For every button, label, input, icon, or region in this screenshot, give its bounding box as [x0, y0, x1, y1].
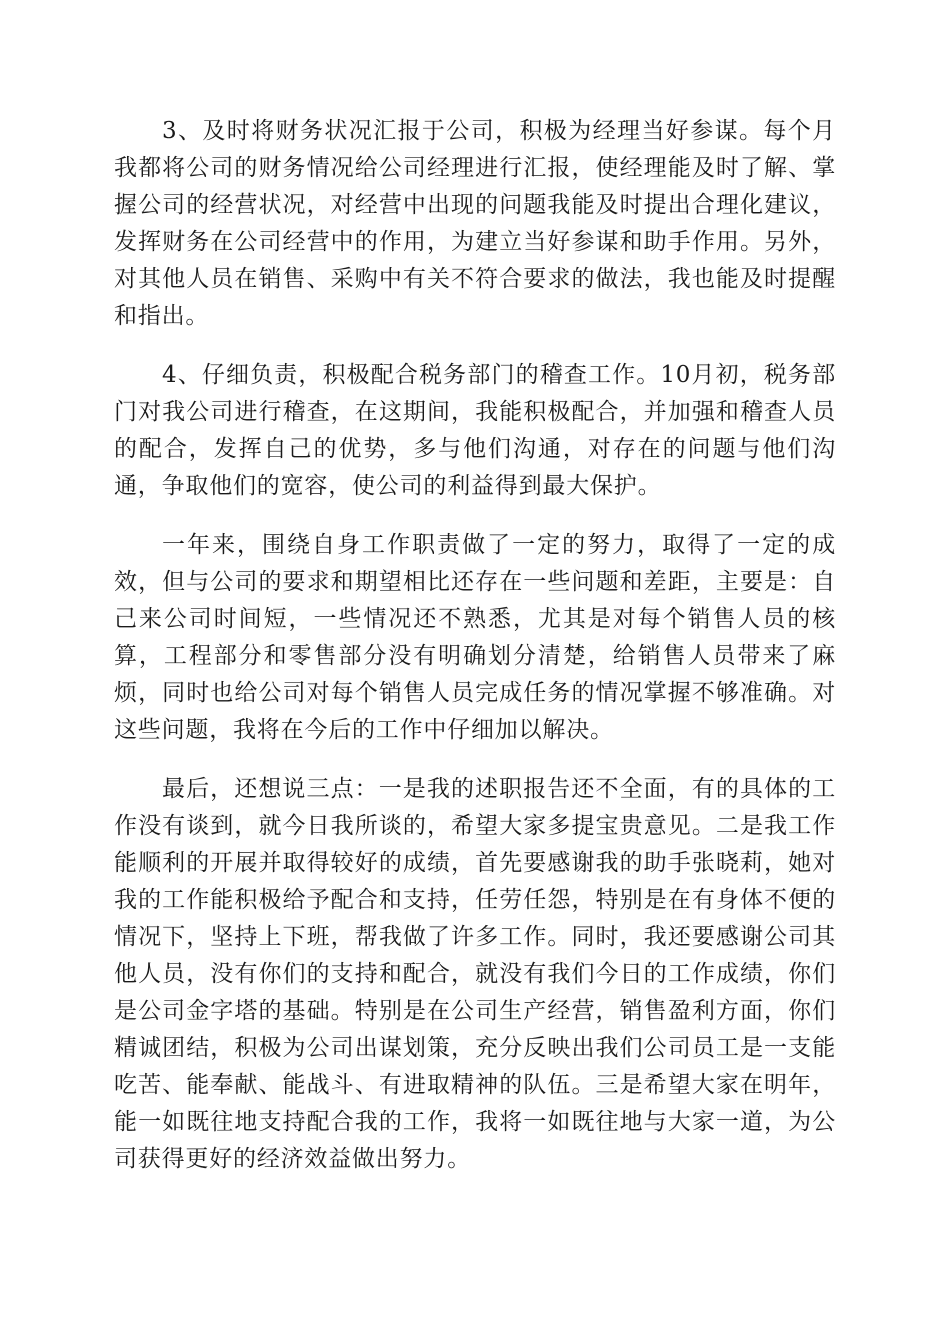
- document-body: [114, 113, 836, 1200]
- paragraph-item-4: 4、仔细负责，积极配合税务部门的稽查工作。10月初，税务部门对我公司进行稽查，在这期间，我能积极配合，并加强和稽查人员的配合，发挥自己的优势，多与他们沟通，对存在的问题与他们沟通，争取他们的宽容，使公司的利益得到最大保护。: [114, 362, 836, 499]
- paragraph-summary: 一年来，围绕自身工作职责做了一定的努力，取得了一定的成效，但与公司的要求和期望相比还存在一些问题和差距，主要是：自己来公司时间短，一些情况还不熟悉，尤其是对每个销售人员的核算，工程部分和零售部分没有明确划分清楚，给销售人员带来了麻烦，同时也给公司对每个销售人员完成任务的情况掌握不够准确。对这些问题，我将在今后的工作中仔细加以解决。: [114, 532, 836, 743]
- paragraph-closing: 最后，还想说三点：一是我的述职报告还不全面，有的具体的工作没有谈到，就今日我所谈的，希望大家多提宝贵意见。二是我工作能顺利的开展并取得较好的成绩，首先要感谢我的助手张晓莉，她对我的工作能积极给予配合和支持，任劳任怨，特别是在有身体不便的情况下，坚持上下班，帮我做了许多工作。同时，我还要感谢公司其他人员，没有你们的支持和配合，就没有我们今日的工作成绩，你们是公司金字塔的基础。特别是在公司生产经营，销售盈利方面，你们精诚团结，积极为公司出谋划策，充分反映出我们公司员工是一支能吃苦、能奉献、能战斗、有进取精神的队伍。三是希望大家在明年，能一如既往地支持配合我的工作，我将一如既往地与大家一道，为公司获得更好的经济效益做出努力。: [114, 776, 836, 1172]
- paragraph-item-3: 3、及时将财务状况汇报于公司，积极为经理当好参谋。每个月我都将公司的财务情况给公司经理进行汇报，使经理能及时了解、掌握公司的经营状况，对经营中出现的问题我能及时提出合理化建议，发挥财务在公司经营中的作用，为建立当好参谋和助手作用。另外，对其他人员在销售、采购中有关不符合要求的做法，我也能及时提醒和指出。: [114, 118, 836, 329]
